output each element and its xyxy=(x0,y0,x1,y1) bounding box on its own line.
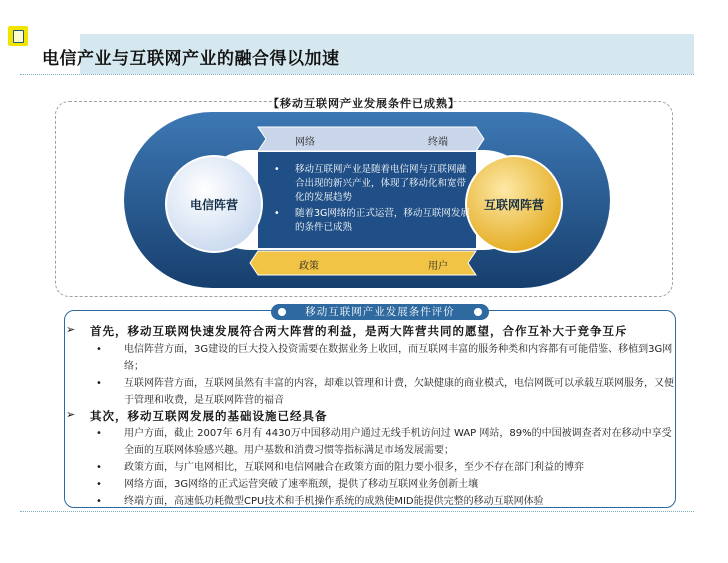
bullet-dot: • xyxy=(96,462,102,473)
evaluation-item-text: 用户方面，截止 2007年 6月有 4430万中国移动用户通过无线手机访问过 WAP 网站，89%的中国被调查者对在移动中享受全面的互联网体验感兴趣。用户基数和消费习惯等指标满足市场发展需要； xyxy=(124,428,672,456)
evaluation-item-text: 政策方面，与广电网相比，互联网和电信网融合在政策方面的阻力要小很多，至少不存在部门利益的博弈 xyxy=(124,462,584,473)
section-heading: 首先，移动互联网快速发展符合两大阵营的利益，是两大阵营共同的愿望，合作互补大于竞争互斥 xyxy=(90,324,628,338)
top-bar-label-terminal: 终端 xyxy=(428,137,448,148)
pill-dot-left xyxy=(278,308,286,316)
bullet-dot: • xyxy=(96,428,102,439)
arrow-bullet-icon: ➢ xyxy=(66,323,77,336)
bottom-bar-label-policy: 政策 xyxy=(299,261,319,272)
arrow-bullet-icon: ➢ xyxy=(66,408,77,421)
pill-dot-right xyxy=(474,308,482,316)
left-circle-label: 电信阵营 xyxy=(189,198,238,212)
center-point: • 随着3G网络的正式运营，移动互联网发展的条件已成熟 xyxy=(271,207,471,235)
evaluation-pill xyxy=(271,304,489,320)
top-bar-label-network: 网络 xyxy=(295,137,315,148)
center-point: • 移动互联网产业是随着电信网与互联网融合出现的新兴产业，体现了移动化和宽带化的发展趋势 xyxy=(271,163,471,205)
diagram-heading: 【移动互联网产业发展条件已成熟】 xyxy=(268,97,460,110)
bullet-dot: • xyxy=(96,479,102,490)
bullet-dot: • xyxy=(96,344,102,355)
evaluation-item-text: 网络方面，3G网络的正式运营突破了速率瓶颈，提供了移动互联网业务创新土壤 xyxy=(124,479,479,490)
right-circle-label: 互联网阵营 xyxy=(483,198,544,212)
section-heading: 其次，移动互联网发展的基础设施已经具备 xyxy=(90,409,328,423)
evaluation-item-text: 终端方面，高速低功耗微型CPU技术和手机操作系统的成熟使MID能提供完整的移动互联网体验 xyxy=(124,496,544,507)
evaluation-item-text: 电信阵营方面，3G建设的巨大投入投资需要在数据业务上收回，而互联网丰富的服务种类和内容都有可能借鉴、移植到3G网络； xyxy=(124,344,673,372)
bullet-dot: • xyxy=(96,378,102,389)
bullet-dot: • xyxy=(96,496,102,507)
evaluation-pill-label: 移动互联网产业发展条件评价 xyxy=(305,306,455,318)
center-points xyxy=(271,163,471,235)
bottom-divider xyxy=(20,511,694,512)
bottom-bar-label-users: 用户 xyxy=(428,261,448,272)
page-title: 电信产业与互联网产业的融合得以加速 xyxy=(42,49,340,69)
evaluation-item-text: 互联网阵营方面，互联网虽然有丰富的内容，却难以管理和计费，欠缺健康的商业模式，电信网既可以承载互联网服务，又便于管理和收费，是互联网阵营的福音 xyxy=(124,378,674,406)
